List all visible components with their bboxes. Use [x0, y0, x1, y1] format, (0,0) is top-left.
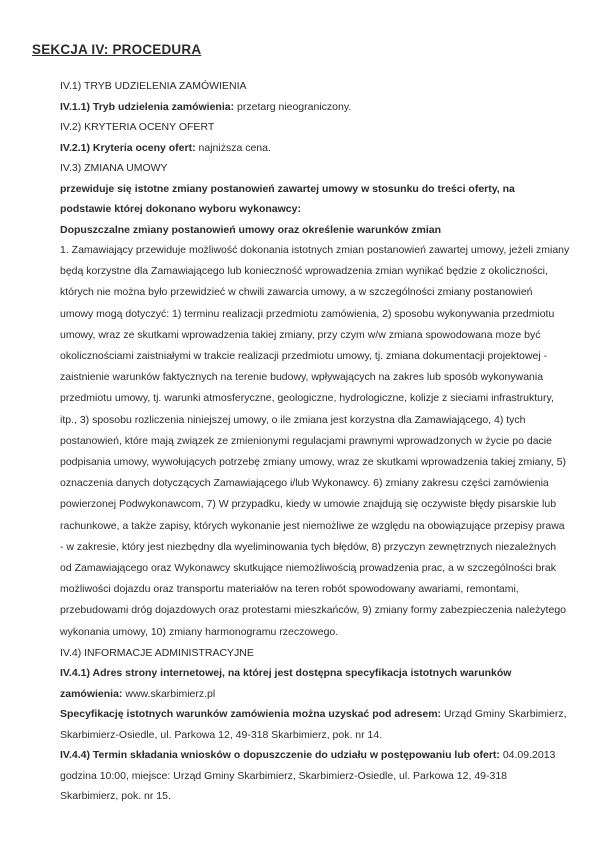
body-line: 1. Zamawiający przewiduje możliwość dokonania istotnych zmian postanowień zawartej umowy, jeżeli zmiany — [60, 244, 570, 256]
spec-value-line2: Skarbimierz-Osiedle, ul. Parkowa 12, 49-318 Skarbimierz, pok. nr 14. — [60, 728, 383, 741]
iv1-tryb-row — [60, 97, 582, 118]
body-line: od Zamawiającego oraz Wykonawcy skutkujące niemożliwością prowadzenia prac, a w szczególności brak — [60, 562, 556, 575]
iv2-kryteria-row — [60, 138, 582, 159]
adres-row — [60, 684, 582, 705]
body-line: okolicznościami zaistniałymi w trakcie realizacji przedmiotu umowy, tj. zmiana dokumentacji projektowej - — [60, 350, 548, 363]
iv4-heading: IV.4) INFORMACJE ADMINISTRACYJNE — [60, 646, 254, 659]
adres-label-line2: zamówienia: — [60, 687, 123, 700]
termin-value-part1: 04.09.2013 — [502, 749, 556, 762]
body-line: przedmiotu umowy, tj. warunki atmosferyczne, geologiczne, hydrologiczne, kolizje z sieciami infrastruktury, — [60, 392, 554, 405]
termin-label: IV.4.4) Termin składania wniosków o dopuszczenie do udziału w postępowaniu lub ofert: — [60, 749, 500, 762]
body-line: wykonania umowy, 10) zmiany harmonogramu rzeczowego. — [60, 625, 339, 638]
iv1-heading: IV.1) TRYB UDZIELENIA ZAMÓWIENIA — [60, 80, 247, 92]
body-line: umowy mogą dotyczyć: 1) terminu realizacji przedmiotu zamówienia, 2) sposobu wykonywania przedmiotu — [60, 307, 555, 320]
body-line: itp., 3) sposobu rozliczenia niniejszej umowy, o ile zmiana jest korzystna dla Zamawiającego, 4) tych — [60, 413, 526, 426]
kryteria-value: najniższa cena. — [198, 141, 271, 154]
iv3-sub-heading: Dopuszczalne zmiany postanowień umowy oraz określenie warunków zmian — [60, 223, 442, 236]
document-content — [60, 76, 582, 807]
spec-label: Specyfikację istotnych warunków zamówienia można uzyskać pod adresem: — [60, 708, 442, 721]
iv2-heading: IV.2) KRYTERIA OCENY OFERT — [60, 121, 215, 133]
body-line: zaistnienie warunków faktycznych na terenie budowy, wpływających na zakres lub sposób wykonywania — [60, 371, 544, 384]
section-title: SEKCJA IV: PROCEDURA — [32, 42, 202, 57]
body-line: - w zakresie, który jest niezbędny dla wyeliminowania tych błędów, 8) przyczyn zewnętrznych niezależnych — [60, 540, 557, 553]
spec-row — [60, 704, 582, 725]
tryb-label: IV.1.1) Tryb udzielenia zamówienia: — [60, 100, 235, 113]
body-line: podpisania umowy, wywołujących potrzebę zmiany umowy, wraz ze skutkami wprowadzenia takiej zmiany, 5) — [60, 456, 566, 469]
iv3-heading: IV.3) ZMIANA UMOWY — [60, 162, 168, 174]
tryb-value: przetarg nieograniczony. — [237, 100, 352, 113]
termin-value-line3: Skarbimierz, pok. nr 15. — [60, 790, 171, 803]
body-line: których nie można było przewidzieć w chwili zawarcia umowy, a w szczególności zmiany postanowień — [60, 286, 533, 299]
body-line: postanowień, które mają związek ze zmienionymi regulacjami prawnymi wprowadzonych w życie po dacie — [60, 434, 552, 447]
body-line: powierzonej Podwykonawcom, 7) W przypadku, kiedy w umowie znajdują się oczywiste błędy pisarskie lub — [60, 498, 557, 511]
termin-value-line2: godzina 10:00, miejsce: Urząd Gminy Skarbimierz, Skarbimierz-Osiedle, ul. Parkowa 12, 49-318 — [60, 769, 508, 782]
body-line: rachunkowe, a także zapisy, których wykonanie jest niemożliwe ze względu na obowiązujące przepisy prawa — [60, 519, 565, 532]
body-line: oznaczenia danych dotyczących Zamawiającego i/lub Wykonawcy. 6) zmiany zakresu części zamówienia — [60, 477, 549, 490]
adres-label-line1: IV.4.1) Adres strony internetowej, na której jest dostępna specyfikacja istotnych warunków — [60, 667, 512, 680]
body-line: będą korzystne dla Zamawiającego lub konieczność wprowadzenia zmian wynikać będzie z okoliczności, — [60, 265, 548, 278]
iv3-intro-line2: podstawie której dokonano wyboru wykonawcy: — [60, 203, 301, 215]
iv3-body-paragraph — [60, 240, 582, 643]
spec-value-part1: Urząd Gminy Skarbimierz, — [443, 708, 567, 721]
kryteria-label: IV.2.1) Kryteria oceny ofert: — [60, 141, 196, 154]
body-line: możliwości dojazdu oraz transportu materiałów na teren robót spowodowany awariami, remontami, — [60, 583, 519, 596]
adres-value: www.skarbimierz.pl — [125, 687, 216, 700]
termin-row — [60, 745, 582, 766]
iv3-intro-line1: przewiduje się istotne zmiany postanowień zawartej umowy w stosunku do treści oferty, na — [60, 182, 515, 195]
body-line: przebudowami dróg dojazdowych oraz protestami mieszkańców, 9) zmiany formy zabezpieczenia należytego — [60, 604, 566, 617]
body-line: umowy, wraz ze skutkami wprowadzenia takiej zmiany, przy czym w/w zmiana spowodowana moze być — [60, 328, 541, 341]
